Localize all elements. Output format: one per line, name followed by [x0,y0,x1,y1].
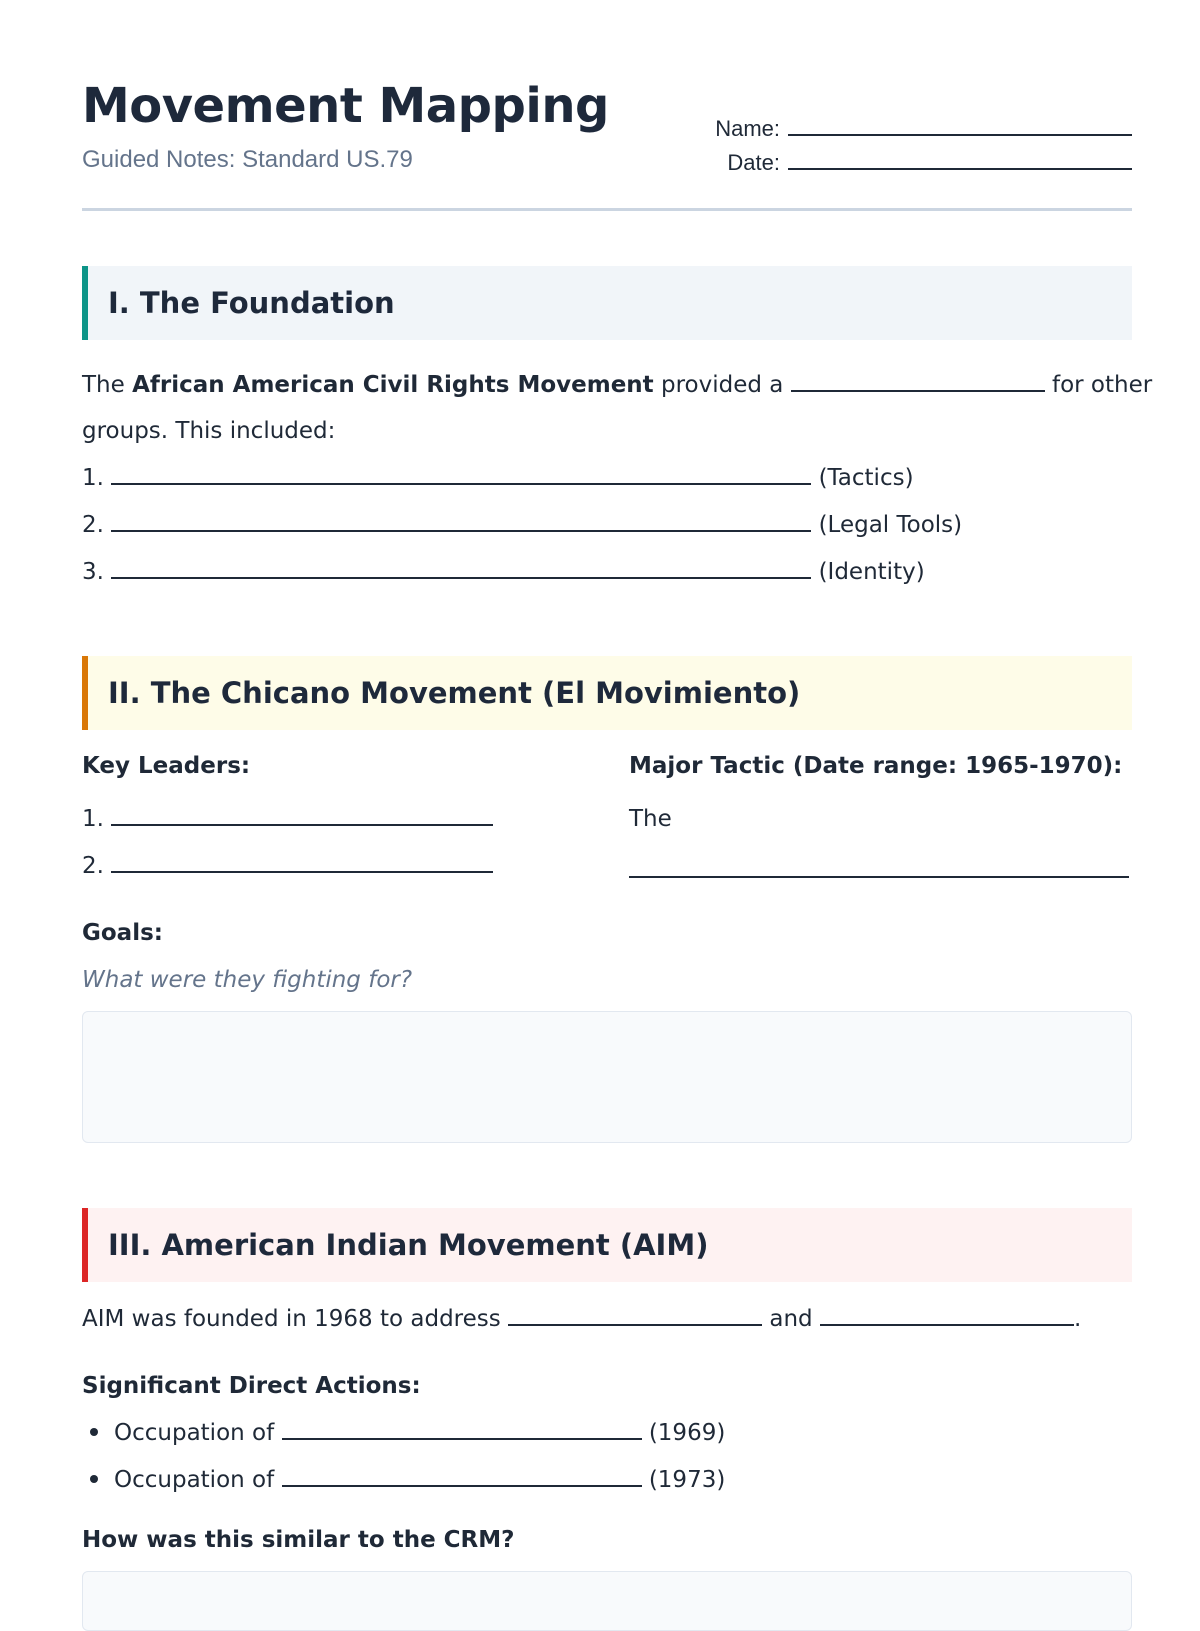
item-number: 1. [82,806,104,832]
intro-pre: The [82,372,133,398]
foundation-item-2 [82,512,962,538]
item-number: 2. [82,512,104,538]
item-suffix: (Legal Tools) [818,512,963,538]
page-title: Movement Mapping [82,78,609,134]
issue-2-blank[interactable] [820,1306,1074,1326]
major-tactic-text: The [629,806,672,832]
identity-blank[interactable] [111,559,811,579]
name-row [715,114,1132,148]
issue-1-blank[interactable] [508,1306,762,1326]
goals-hint: What were they fighting for? [82,967,413,993]
foundation-intro-line2: groups. This included: [82,418,336,444]
leader-item-2 [82,853,493,879]
tactics-blank[interactable] [111,465,811,485]
name-field[interactable] [788,114,1132,136]
model-blank[interactable] [791,372,1045,392]
occupation-1973-blank[interactable] [282,1467,642,1487]
legal-tools-blank[interactable] [111,512,811,532]
intro-mid: provided a [653,372,791,398]
leader-1-blank[interactable] [111,806,493,826]
similar-crm-label: How was this similar to the CRM? [82,1527,515,1553]
date-label: Date: [727,150,780,175]
name-label: Name: [715,116,780,141]
occupation-1969-blank[interactable] [282,1420,642,1440]
direct-action-item-2 [82,1467,725,1493]
item-suffix: (Tactics) [818,465,914,491]
section-chicano-heading: II. The Chicano Movement (El Movimiento) [82,656,1132,730]
header-divider [82,208,1132,211]
intro-post: for other [1044,372,1153,398]
item-number: 1. [82,465,104,491]
action-year: (1969) [648,1420,726,1446]
item-number: 3. [82,559,104,585]
section-aim-heading: III. American Indian Movement (AIM) [82,1208,1132,1282]
similar-crm-answer-box[interactable] [82,1571,1132,1631]
date-field[interactable] [788,148,1132,170]
worksheet-header [82,0,1132,212]
aim-founded-sentence [82,1306,1081,1332]
worksheet-page [82,0,1153,1553]
founded-mid: and [762,1306,820,1332]
direct-action-item-1 [82,1420,725,1446]
foundation-item-1 [82,465,914,491]
founded-pre: AIM was founded in 1968 to address [82,1306,509,1332]
bullet-icon [90,1428,98,1436]
leader-item-1 [82,806,493,832]
name-date-block [715,114,1132,182]
date-row [715,148,1132,182]
goals-answer-box[interactable] [82,1011,1132,1143]
leader-2-blank[interactable] [111,853,493,873]
goals-label: Goals: [82,920,163,946]
foundation-item-3 [82,559,925,585]
direct-actions-label: Significant Direct Actions: [82,1373,421,1399]
major-tactic-blank[interactable] [629,858,1129,878]
founded-post: . [1073,1306,1082,1332]
section-foundation-heading: I. The Foundation [82,266,1132,340]
action-year: (1973) [648,1467,726,1493]
key-leaders-label: Key Leaders: [82,753,251,779]
bullet-icon [90,1475,98,1483]
action-prefix: Occupation of [114,1467,282,1493]
item-suffix: (Identity) [818,559,925,585]
major-tactic-label: Major Tactic (Date range: 1965-1970): [629,753,1123,779]
page-subtitle: Guided Notes: Standard US.79 [82,146,413,173]
item-number: 2. [82,853,104,879]
action-prefix: Occupation of [114,1420,282,1446]
foundation-intro [82,372,1152,398]
intro-bold: African American Civil Rights Movement [132,372,654,398]
